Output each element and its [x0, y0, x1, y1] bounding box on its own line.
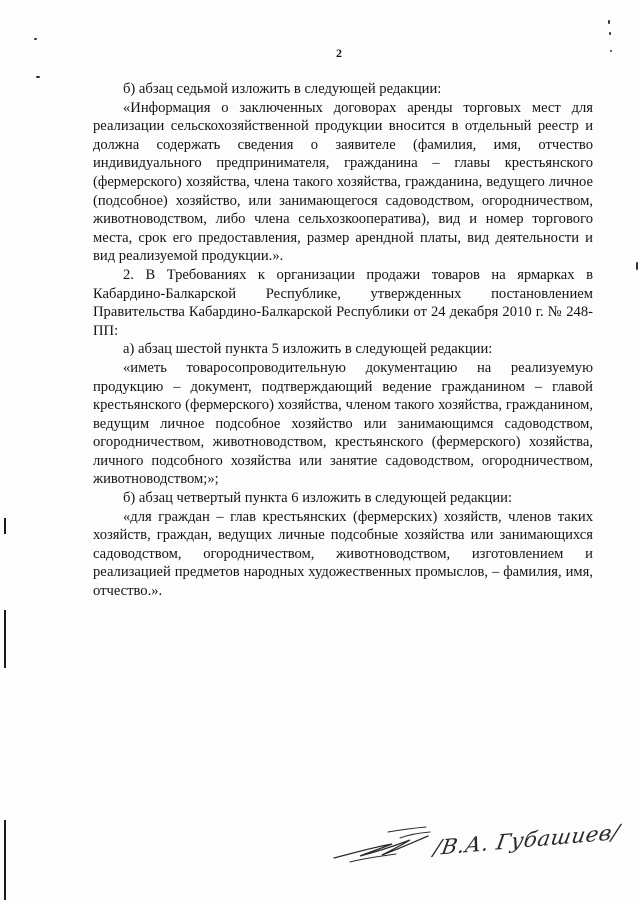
scan-margin-line	[4, 820, 6, 900]
signature-scribble	[330, 818, 440, 868]
paragraph-quote-citizens: «для граждан – глав крестьянских (фермерских) хозяйств, членов таких хозяйств, граждан, ведущих личные подсобные хозяйства или занимающихся садоводством, огородничеством, животноводством, изготовлением и реализацией предметов народных художественных промыслов, – фамилия, имя, отчество.».	[93, 508, 593, 600]
scan-speck	[34, 38, 37, 40]
document-body	[93, 80, 593, 601]
signature-name: /В.А. Губашиев/	[432, 820, 622, 860]
scan-speck	[636, 262, 638, 270]
scan-speck	[610, 50, 612, 52]
paragraph-quote-documentation: «иметь товаросопроводительную документацию на реализуемую продукцию – документ, подтверждающий ведение гражданином – главой крестьянского (фермерского) хозяйства, членом такого хозяйства, гражданином, ведущим личное подсобное хозяйство или занимающимся садоводством, огородничеством, животноводством, крестьянского (фермерского) хозяйства, личного подсобного хозяйства или занятие садоводством, огородничеством, животноводством;»;	[93, 359, 593, 488]
paragraph-section-2: 2. В Требованиях к организации продажи товаров на ярмарках в Кабардино-Балкарской Республике, утвержденных постановлением Правительства Кабардино-Балкарской Республики от 24 декабря 2010 г. № 248-ПП:	[93, 266, 593, 339]
scan-speck	[609, 32, 611, 35]
paragraph-item-b-heading: б) абзац седьмой изложить в следующей редакции:	[123, 81, 442, 97]
page-number: 2	[336, 46, 342, 60]
paragraph-item-b2-heading: б) абзац четвертый пункта 6 изложить в следующей редакции:	[123, 490, 513, 507]
scan-margin-line	[4, 518, 6, 534]
scan-margin-line	[4, 610, 6, 668]
scan-speck	[608, 20, 610, 24]
scan-speck	[36, 76, 40, 78]
paragraph-quote-information: «Информация о заключенных договорах аренды торговых мест для реализации сельскохозяйственной продукции вносится в отдельный реестр и должна содержать сведения о заявителе (фамилия, имя, отчество индивидуального предпринимателя, гражданина – главы крестьянского (фермерского) хозяйства, члена такого хозяйства, гражданина, ведущего личное (подсобное) хозяйство, или занимающегося садоводством, огородничеством, животноводством, либо члена сельхозкооператива), вид и номер торгового места, срок его предоставления, размер арендной платы, вид деятельности и вид реализуемой продукции.».	[93, 99, 593, 265]
paragraph-item-a-heading: а) абзац шестой пункта 5 изложить в следующей редакции:	[123, 341, 493, 358]
